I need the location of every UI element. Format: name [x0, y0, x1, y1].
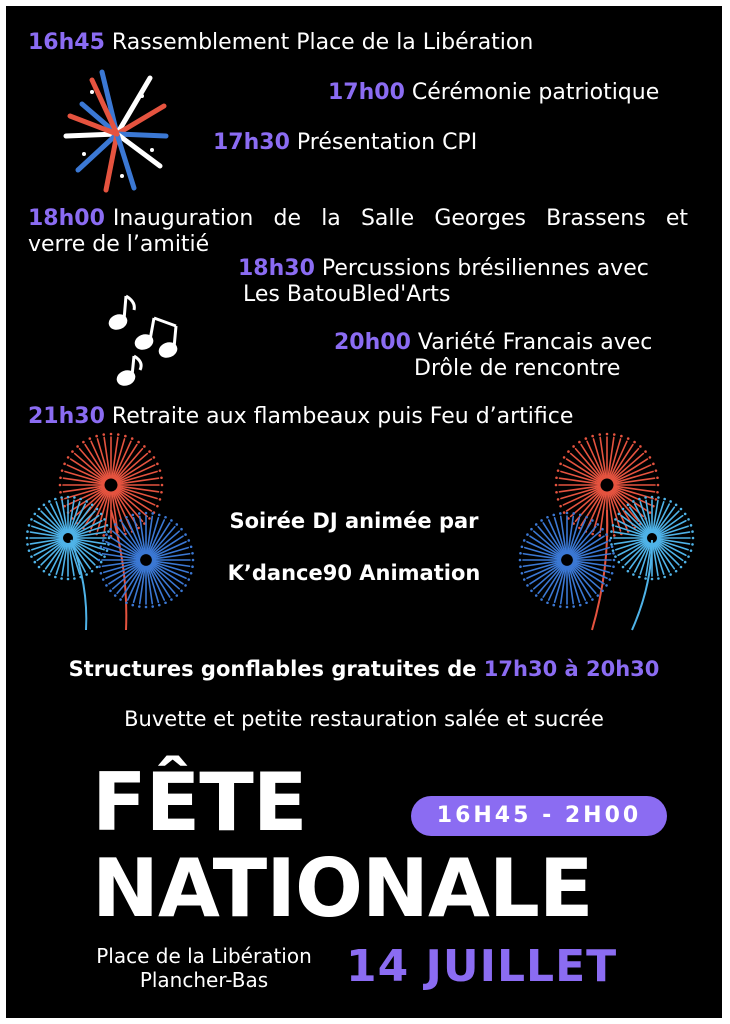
schedule-text: Retraite aux flambeaux puis Feu d’artifice: [111, 404, 574, 429]
firework-right-icon: [512, 430, 692, 640]
schedule-item-6: [334, 330, 652, 356]
dj-line-2: K’dance90 Animation: [227, 561, 481, 585]
inflatables-info: [6, 656, 722, 682]
schedule-item-3: [213, 130, 477, 156]
dj-line-1: Soirée DJ animée par: [229, 509, 479, 533]
event-poster: [6, 6, 722, 1018]
food-info: Buvette et petite restauration salée et sucrée: [124, 707, 604, 731]
schedule-time: 16h45: [28, 30, 105, 55]
event-date: 14 JUILLET: [346, 941, 618, 992]
schedule-time: 21h30: [28, 404, 105, 429]
title-line-1: FÊTE: [92, 756, 307, 849]
schedule-text-continued: Les BatouBled'Arts: [243, 282, 451, 307]
firework-tricolor-icon: [62, 66, 172, 196]
inflatables-text: Structures gonflables gratuites de: [68, 657, 477, 681]
location-line-2: Plancher-Bas: [139, 968, 269, 992]
music-notes-icon: [106, 292, 186, 388]
firework-left-icon: [26, 430, 206, 640]
schedule-time: 20h00: [334, 330, 411, 355]
schedule-text-continued: verre de l’amitié: [28, 232, 210, 257]
inflatables-hours: 17h30 à 20h30: [483, 657, 660, 681]
schedule-text: Variété Francais avec: [417, 330, 653, 355]
schedule-item-5: [238, 256, 649, 282]
hours-badge: 16H45 - 2H00: [411, 796, 667, 836]
schedule-text: Percussions brésiliennes avec: [321, 256, 649, 281]
schedule-time: 17h30: [213, 130, 290, 155]
schedule-item-2: [328, 80, 659, 106]
schedule-item-7: [28, 404, 573, 430]
schedule-text-continued: Drôle de rencontre: [414, 356, 621, 381]
schedule-time: 18h00: [28, 206, 105, 231]
title-line-2: NATIONALE: [92, 842, 593, 935]
schedule-text: Rassemblement Place de la Libération: [111, 30, 534, 55]
schedule-text: Inauguration de la Salle Georges Brassens et: [112, 206, 688, 231]
schedule-item-1: [28, 30, 533, 56]
schedule-time: 18h30: [238, 256, 315, 281]
schedule-time: 17h00: [328, 80, 405, 105]
schedule-text: Cérémonie patriotique: [411, 80, 660, 105]
schedule-item-4: [28, 206, 688, 258]
location-line-1: Place de la Libération: [96, 944, 312, 968]
schedule-text: Présentation CPI: [296, 130, 478, 155]
